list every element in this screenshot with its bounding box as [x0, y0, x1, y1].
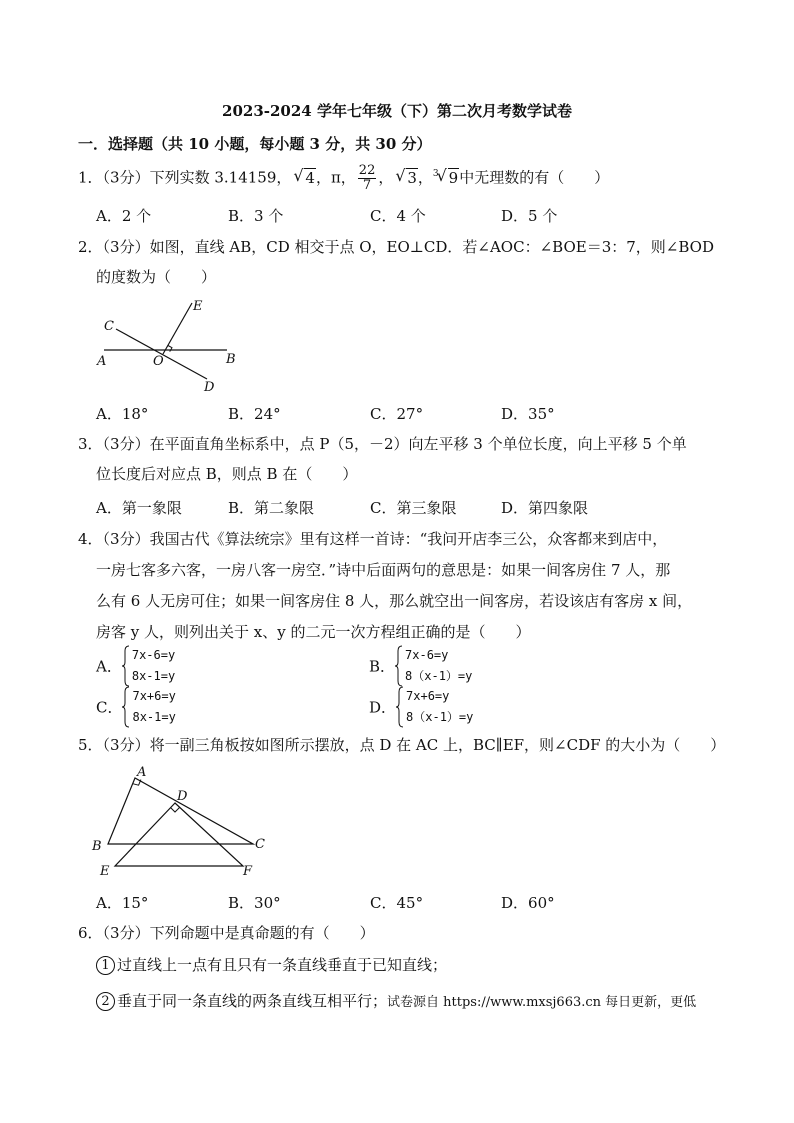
question-6-line-1: 6．（3分）下列命题中是真命题的有（ ） [78, 924, 375, 942]
question-3-line-1: 3．（3分）在平面直角坐标系中，点 P（5，－2）向左平移 3 个单位长度，向上平移 5 个单 [78, 435, 687, 453]
q4-option-a[interactable] [96, 645, 175, 687]
brace-icon [122, 645, 130, 687]
equation-system-c: 7x+6=y 8x-1=y [122, 686, 175, 728]
q5-option-c[interactable]: C．45° [370, 894, 424, 912]
point-a-label: A [137, 765, 147, 780]
question-2-line-1: 2．（3分）如图，直线 AB，CD 相交于点 O，EO⊥CD．若∠AOC：∠BOE＝3：7，则∠BOD [78, 238, 714, 256]
q3-option-a[interactable]: A．第一象限 [96, 499, 182, 517]
point-c-label: C [255, 837, 265, 852]
q3-option-d[interactable]: D．第四象限 [501, 499, 589, 517]
brace-icon [396, 686, 404, 728]
question-2-line-2: 的度数为（ ） [96, 268, 217, 286]
q1-option-b[interactable]: B．3 个 [228, 207, 284, 225]
section-heading: 一．选择题（共 10 小题，每小题 3 分，共 30 分） [78, 135, 432, 153]
equation-system-d: 7x+6=y 8（x-1）=y [396, 686, 473, 728]
q1-suffix: 中无理数的有（ ） [459, 168, 610, 187]
q6-statement-2-text: 垂直于同一条直线的两条直线互相平行； [117, 992, 388, 1010]
sqrt-3: √ 3 [395, 168, 418, 188]
q1-pi: ，π， [315, 168, 356, 187]
question-4-line-1: 4．（3分）我国古代《算法统宗》里有这样一首诗：“我问开店李三公，众客都来到店中， [78, 530, 668, 548]
cube-root-9: √ 9 [437, 168, 460, 188]
q4-option-d-label: D． [369, 698, 397, 717]
q2-option-b[interactable]: B．24° [228, 405, 281, 423]
question-3-line-2: 位长度后对应点 B，则点 B 在（ ） [96, 465, 358, 483]
equation-system-a: 7x-6=y 8x-1=y [122, 645, 175, 687]
circled-number-1: 1 [96, 956, 115, 975]
point-b-label: B [226, 352, 236, 367]
q1-option-d[interactable]: D．5 个 [501, 207, 558, 225]
q5-option-a[interactable]: A．15° [96, 894, 149, 912]
equation-system-b: 7x-6=y 8（x-1）=y [395, 645, 472, 687]
q6-statement-1 [96, 955, 447, 975]
q4-option-b[interactable] [369, 645, 472, 687]
figure-intersecting-lines [92, 295, 252, 395]
point-b-label: B [92, 839, 102, 854]
sqrt-4: √ 4 [293, 168, 316, 188]
q1-prefix: 1．（3分）下列实数 3.14159， [78, 168, 292, 187]
q6-statement-2 [96, 991, 696, 1013]
q2-option-c[interactable]: C．27° [370, 405, 424, 423]
line-oe [163, 303, 192, 354]
question-1: 1．（3分）下列实数 3.14159，√ 4，π， $\frac{22}{7}$ ，√ 3，$^3$√ 9中无理数的有（ ） [78, 164, 609, 193]
circled-number-2: 2 [96, 992, 115, 1011]
brace-icon [122, 686, 130, 728]
q5-option-d[interactable]: D．60° [501, 894, 555, 912]
q4-option-c-label: C． [96, 698, 123, 717]
q3-option-c[interactable]: C．第三象限 [370, 499, 457, 517]
right-angle-mark-d [171, 808, 180, 812]
question-5-line-1: 5．（3分）将一副三角板按如图所示摆放，点 D 在 AC 上，BC∥EF，则∠CDF 的大小为（ ） [78, 736, 726, 754]
point-d-label: D [204, 380, 215, 395]
point-a-label: A [97, 354, 107, 369]
q6-statement-1-text: 过直线上一点有且只有一条直线垂直于已知直线； [117, 956, 448, 974]
q1-option-a[interactable]: A．2 个 [96, 207, 152, 225]
q4-option-b-label: B． [369, 657, 396, 676]
right-angle-mark [168, 346, 172, 352]
triangle-def [115, 803, 243, 866]
question-4-line-3: 么有 6 人无房可住；如果一间客房住 8 人，那么就空出一间客房，若设该店有客房 x 间， [96, 592, 693, 610]
fraction-22-7: $\frac{22}{7}$ [358, 163, 376, 193]
q4-option-c[interactable] [96, 686, 176, 728]
point-f-label: F [243, 864, 253, 879]
q4-option-a-label: A． [96, 657, 122, 676]
page-title: 2023-2024 学年七年级（下）第二次月考数学试卷 [222, 102, 572, 120]
q2-option-d[interactable]: D．35° [501, 405, 555, 423]
point-o-label: O [153, 354, 164, 369]
q5-option-b[interactable]: B．30° [228, 894, 281, 912]
triangle-abc [108, 778, 253, 844]
question-4-line-2: 一房七客多六客，一房八客一房空．”诗中后面两句的意思是：如果一间客房住 7 人，那 [96, 561, 671, 579]
source-watermark-text: 试卷源自 https://www.mxsj663.cn 每日更新，更低 [387, 995, 697, 1010]
q3-option-b[interactable]: B．第二象限 [228, 499, 315, 517]
point-c-label: C [104, 319, 114, 334]
brace-icon [395, 645, 403, 687]
point-e-label: E [100, 864, 110, 879]
q4-option-d[interactable] [369, 686, 473, 728]
point-e-label: E [193, 299, 203, 314]
figure-triangle-rulers [88, 762, 278, 882]
point-d-label: D [177, 789, 188, 804]
question-4-line-4: 房客 y 人，则列出关于 x、y 的二元一次方程组正确的是（ ） [96, 623, 531, 641]
q2-option-a[interactable]: A．18° [96, 405, 149, 423]
cube-root-index: 3 [432, 168, 439, 179]
q1-option-c[interactable]: C．4 个 [370, 207, 426, 225]
